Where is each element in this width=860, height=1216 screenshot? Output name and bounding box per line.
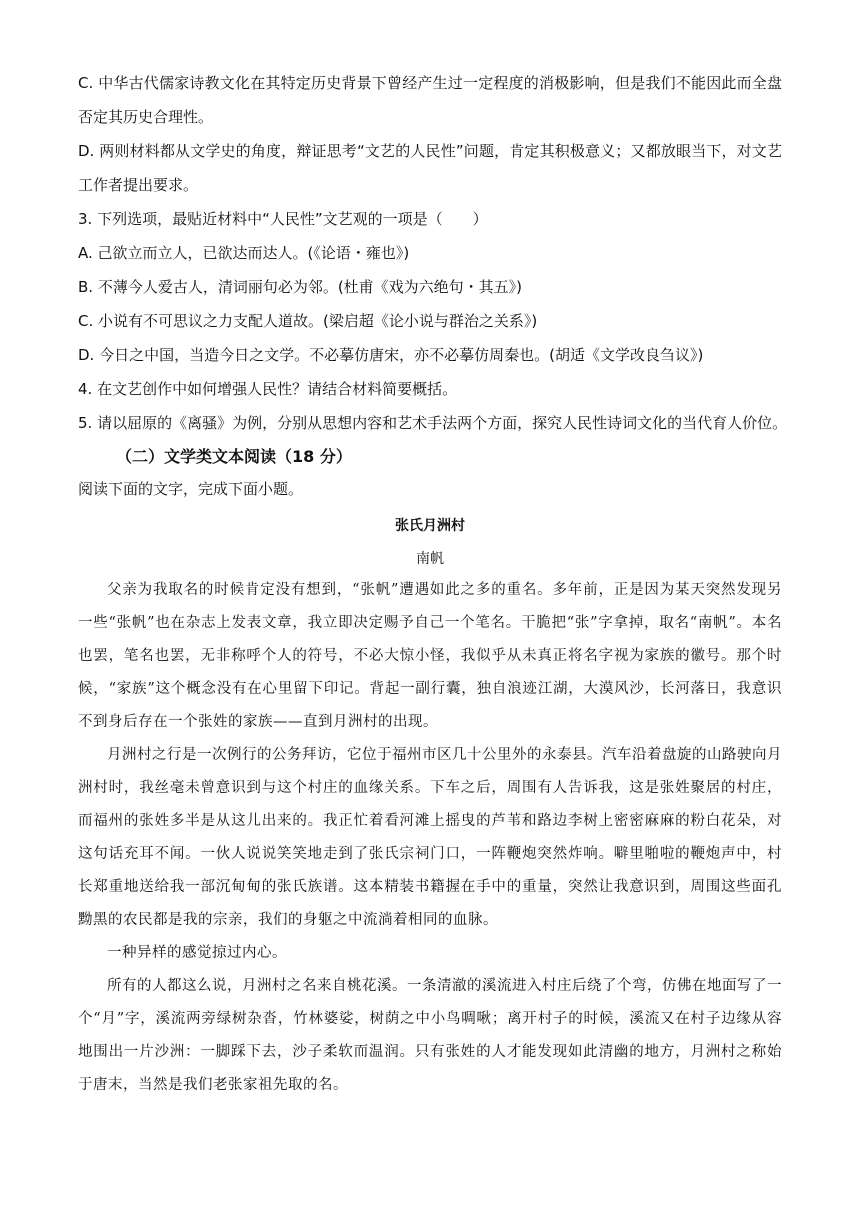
option-c-text: C. 中华古代儒家诗教文化在其特定历史背景下曾经产生过一定程度的消极影响，但是我们不能因此而全盘否定其历史合理性。 [78,74,782,126]
question-5: 5. 请以屈原的《离骚》为例，分别从思想内容和艺术手法两个方面，探究人民性诗词文化的当代育人价位。 [78,414,788,432]
option-d-text: D. 两则材料都从文学史的角度，辩证思考“文艺的人民性”问题，肯定其积极意义；又都放眼当下，对文艺工作者提出要求。 [78,142,782,194]
section-instruction: 阅读下面的文字，完成下面小题。 [78,480,304,498]
article-title: 张氏月洲村 [395,518,465,534]
question-3-stem: 3. 下列选项，最贴近材料中“人民性”文艺观的一项是（ ） [78,210,488,228]
article-paragraph-3: 一种异样的感觉掠过内心。 [107,945,287,961]
question-3-option-a: A. 己欲立而立人，已欲达而达人。(《论语・雍也》) [78,244,410,262]
question-3-option-c: C. 小说有不可思议之力支配人道故。(梁启超《论小说与群治之关系》) [78,312,538,330]
article-author: 南帆 [416,551,444,567]
article-body [78,574,782,1102]
question-3 [78,202,782,372]
article-paragraph-2: 月洲村之行是一次例行的公务拜访，它位于福州市区几十公里外的永泰县。汽车沿着盘旋的山路驶向月洲村时，我丝毫未曾意识到与这个村庄的血缘关系。下车之后，周围有人告诉我，这是张姓聚居的村庄，而福州的张姓多半是从这儿出来的。我正忙着看河滩上摇曳的芦苇和路边李树上密密麻麻的粉白花朵，对这句话充耳不闻。一伙人说说笑笑地走到了张氏宗祠门口，一阵鞭炮突然炸响。噼里啪啦的鞭炮声中，村长郑重地送给我一部沉甸甸的张氏族谱。这本精装书籍握在手中的重量，突然让我意识到，周围这些面孔黝黑的农民都是我的宗亲，我们的身躯之中流淌着相同的血脉。 [78,747,782,928]
section-heading: （二）文学类文本阅读（18 分） [116,447,352,466]
previous-question-options [78,66,782,202]
document-page [78,66,788,1102]
article-paragraph-4: 所有的人都这么说，月洲村之名来自桃花溪。一条清澈的溪流进入村庄后绕了个弯，仿佛在地面写了一个“月”字，溪流两旁绿树杂沓，竹林婆娑，树荫之中小鸟啁啾；离开村子的时候，溪流又在村子边缘从容地围出一片沙洲：一脚踩下去，沙子柔软而温润。只有张姓的人才能发现如此清幽的地方，月洲村之称始于唐末，当然是我们老张家祖先取的名。 [78,978,782,1093]
question-3-option-b: B. 不薄今人爱古人，清词丽句必为邻。(杜甫《戏为六绝句・其五》) [78,278,523,296]
question-3-option-d: D. 今日之中国，当造今日之文学。不必摹仿唐宋，亦不必摹仿周秦也。(胡适《文学改良刍议》) [78,346,704,364]
question-4: 4. 在文艺创作中如何增强人民性？请结合材料简要概括。 [78,380,458,398]
article-paragraph-1: 父亲为我取名的时候肯定没有想到，“张帆”遭遇如此之多的重名。多年前，正是因为某天突然发现另一些“张帆”也在杂志上发表文章，我立即决定赐予自己一个笔名。干脆把“张”字拿掉，取名“南帆”。本名也罢，笔名也罢，无非称呼个人的符号，不必大惊小怪，我似乎从未真正将名字视为家族的徽号。那个时候，“家族”这个概念没有在心里留下印记。背起一副行囊，独自浪迹江湖，大漠风沙，长河落日，我意识不到身后存在一个张姓的家族——直到月洲村的出现。 [78,582,782,730]
